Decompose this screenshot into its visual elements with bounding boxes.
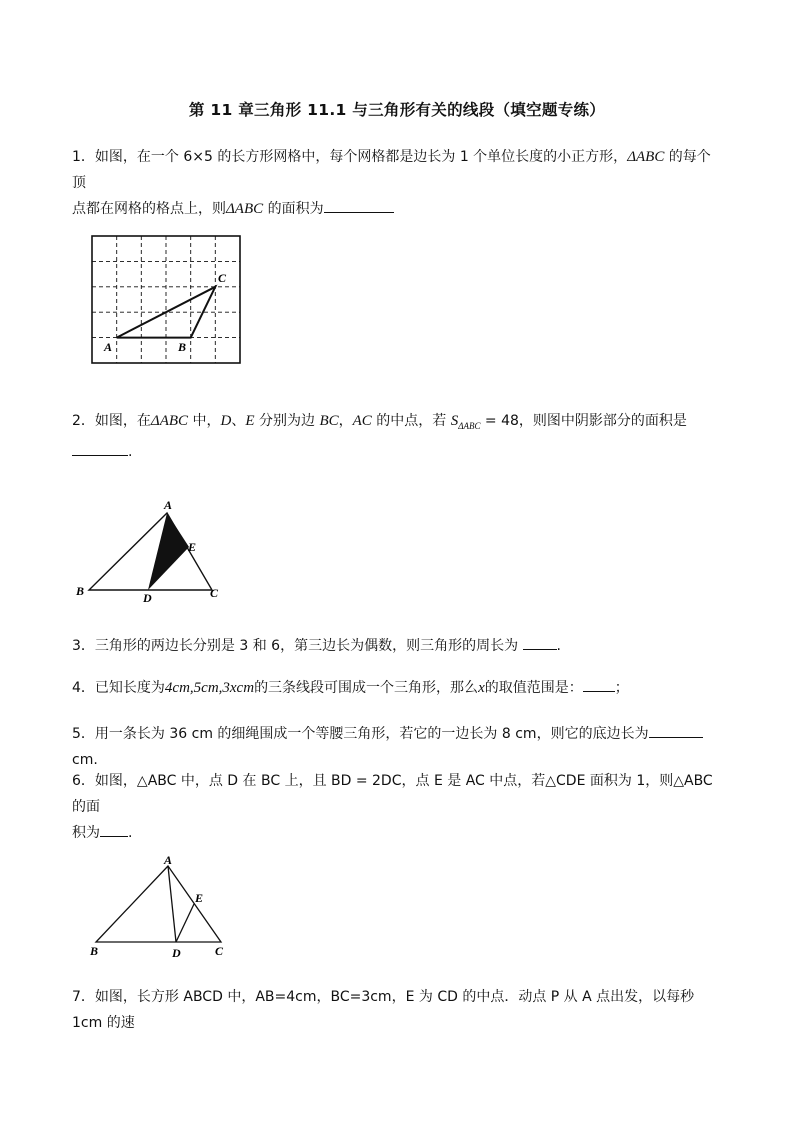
- question-text: ；: [614, 680, 629, 696]
- grid-figure: [86, 230, 246, 370]
- answer-blank: [523, 635, 557, 650]
- question-7: [72, 984, 722, 1036]
- question-number: 1．: [72, 149, 95, 165]
- math-d: D: [220, 413, 232, 429]
- answer-blank: [72, 441, 128, 456]
- question-number: 2．: [72, 413, 95, 429]
- question-text: ，则图中阴影部分的面积是: [518, 413, 687, 429]
- answer-blank: [583, 677, 615, 692]
- math-eq: = 48: [480, 413, 519, 429]
- question-5: [72, 721, 722, 773]
- answer-blank: [649, 723, 703, 738]
- question-number: 5．: [72, 726, 95, 742]
- question-number: 6．: [72, 773, 95, 789]
- label-c: C: [218, 271, 227, 285]
- question-text: 、: [231, 413, 246, 429]
- question-number: 7．: [72, 989, 95, 1005]
- question-6: [72, 768, 722, 846]
- math-abc: ΔABC: [226, 201, 264, 217]
- label-d: D: [172, 946, 181, 960]
- math-sub: ΔABC: [458, 420, 481, 431]
- question-text: 分别为边: [254, 413, 320, 429]
- triangle-figure-2: [72, 495, 232, 605]
- label-a: A: [164, 498, 173, 512]
- math-ac: AC: [352, 413, 372, 429]
- question-text: 如图，在一个 6×5 的长方形网格中，每个网格都是边长为 1 个单位长度的小正方形，: [94, 149, 628, 165]
- question-4: [72, 675, 722, 701]
- question-text: 如图，△ABC 中，点 D 在 BC 上，且 BD = 2DC，点 E 是 AC 中点，若△CDE 面积为 1，则△ABC 的面: [72, 773, 713, 815]
- question-text: cm.: [72, 752, 98, 768]
- label-b: B: [178, 340, 187, 354]
- triangle-figure-6: [84, 854, 234, 964]
- question-text: 的面积为: [263, 201, 324, 217]
- question-text: 的三条线段可围成一个三角形，那么: [254, 680, 479, 696]
- label-b: B: [76, 584, 85, 598]
- question-number: 3．: [72, 638, 95, 654]
- label-a: A: [104, 340, 113, 354]
- shaded-region: [148, 513, 189, 590]
- math-e: E: [245, 413, 255, 429]
- question-text: 的取值范围是：: [484, 680, 583, 696]
- question-text: .: [556, 638, 561, 654]
- math-abc: ΔABC: [627, 149, 665, 165]
- question-text: 用一条长为 36 cm 的细绳围成一个等腰三角形，若它的一边长为 8 cm，则它的底边长为: [94, 726, 649, 742]
- question-2: 2．如图，在ΔABC 中，D、E 分别为边 BC，AC 的中点，若 $S_{\Delta ABC} = 48$，则图中阴影部分的面积是 .: [72, 413, 687, 460]
- label-b: B: [90, 944, 99, 958]
- question-text: ，: [338, 413, 353, 429]
- question-text: 如图，长方形 ABCD 中，AB=4cm，BC=3cm，E 为 CD 的中点．动点 P 从 A 点出发，以每秒 1cm 的速: [72, 989, 695, 1031]
- math-abc: ΔABC: [150, 413, 189, 429]
- label-d: D: [143, 591, 152, 605]
- question-text: 如图，在: [94, 413, 151, 429]
- question-number: 4．: [72, 680, 95, 696]
- question-text: 积为: [72, 825, 100, 841]
- answer-blank: [100, 822, 128, 837]
- label-c: C: [210, 586, 219, 600]
- question-text: 的每个顶: [72, 149, 711, 191]
- math-s: S: [450, 413, 459, 429]
- question-text: 点都在网格的格点上，则: [72, 201, 226, 217]
- question-text: 的中点，若: [371, 413, 451, 429]
- math-x: x: [478, 680, 485, 696]
- math-expression: 4cm,5cm,3xcm: [164, 680, 255, 696]
- question-1: [72, 144, 722, 222]
- label-c: C: [215, 944, 224, 958]
- label-e: E: [195, 891, 204, 905]
- page-title: 第 11 章三角形 11.1 与三角形有关的线段（填空题专练）: [188, 101, 606, 119]
- label-e: E: [188, 540, 197, 554]
- label-a: A: [164, 854, 173, 867]
- question-3: [72, 633, 722, 659]
- question-text: 已知长度为: [94, 680, 165, 696]
- math-bc: BC: [319, 413, 339, 429]
- answer-blank: [324, 198, 394, 213]
- question-text: 中，: [188, 413, 221, 429]
- question-text: 三角形的两边长分别是 3 和 6，第三边长为偶数，则三角形的周长为: [94, 638, 523, 654]
- question-text: .: [128, 825, 133, 841]
